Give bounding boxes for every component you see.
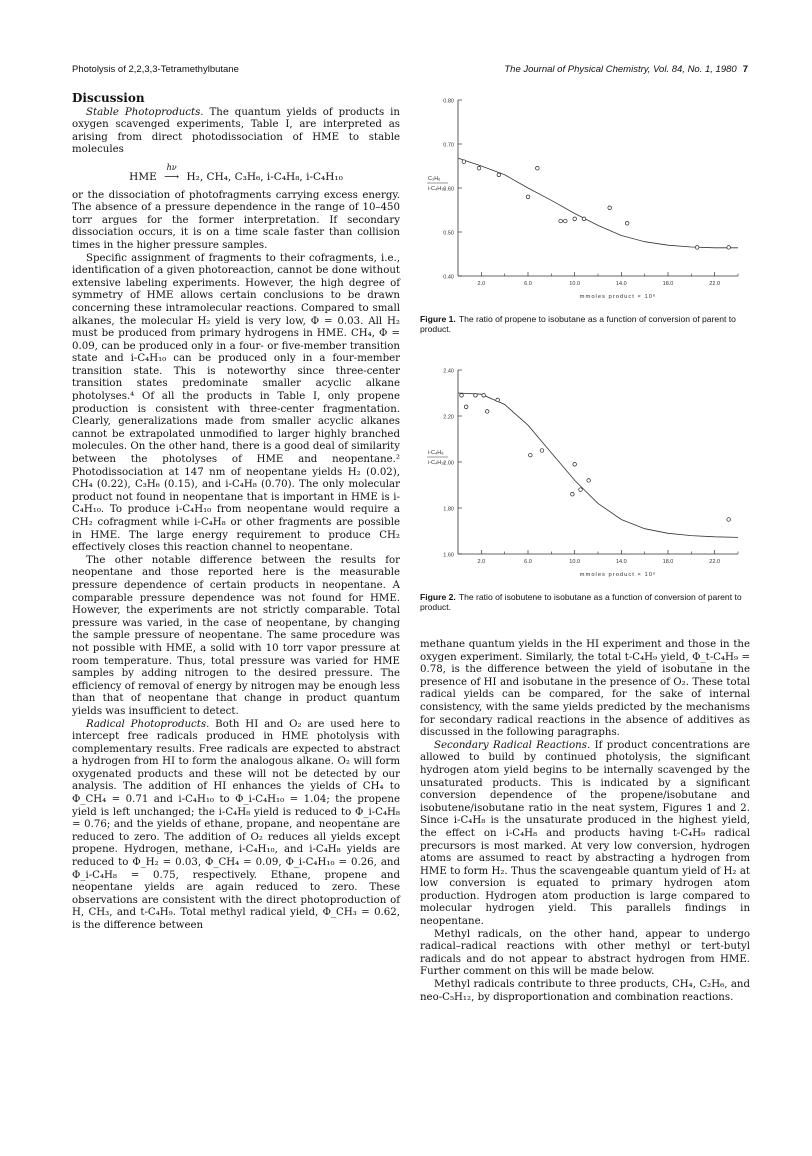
fit-curve <box>458 158 738 248</box>
data-point <box>464 405 468 409</box>
left-paragraph: Radical Photoproducts. Both HI and O₂ are used here to intercept free radicals produced in HME photolysis with complementary results. Free radicals are expected to abstract a hydrogen from HI to form the analogous alkane. O₂ will form oxygenated products and these will not be detected by our analysis. The addition of HI enhances the yields of CH₄ to Φ_CH₄ = 0.71 and i-C₄H₁₀ to Φ_i-C₄H₁₀ = 1.04; the propene yield is left unchanged; the i-C₄H₈ yield is reduced to Φ_i-C₄H₈ = 0.76; and the yields of ethane, propane, and neopentane are reduced to zero. The addition of O₂ reduces all yields except propene. Hydrogen, methane, i-C₄H₁₀, and i-C₄H₈ yields are reduced to Φ_H₂ = 0.03, Φ_CH₄ = 0.09, Φ_i-C₄H₁₀ = 0.26, and Φ_i-C₄H₈ = 0.75, respectively. Ethane, propene and neopentane yields are again reduced to zero. These observations are consistent with the direct photoproduction of H, CH₃, and t-C₄H₉. Total methyl radical yield, Φ_CH₃ = 0.62, is the difference between <box>72 718 400 931</box>
data-point <box>582 217 586 221</box>
data-point <box>587 479 591 483</box>
y-label-numerator: C₃H₆ <box>428 176 441 182</box>
right-paragraph: Methyl radicals contribute to three products, CH₄, C₂H₆, and neo-C₅H₁₂, by disproportionation and combination reactions. <box>420 979 750 1003</box>
x-tick-label: 6.0 <box>524 281 532 287</box>
data-point <box>579 488 583 492</box>
x-tick-label: 2.0 <box>477 559 486 565</box>
x-tick-label: 14.0 <box>615 281 627 287</box>
x-axis-label: mmoles product × 10⁶ <box>579 294 657 300</box>
data-point <box>477 166 481 170</box>
right-paragraph: Methyl radicals, on the other hand, appear to undergo radical–radical reactions with other methyl or tert-butyl radicals and do not appear to abstract hydrogen from HME. Further comment on this will be made below. <box>420 928 750 978</box>
data-point <box>497 173 501 177</box>
y-tick-label: 2.20 <box>443 414 454 421</box>
paragraph-heading: Stable Photoproducts. <box>86 106 204 118</box>
figure-2-caption: Figure 2. The ratio of isobutene to isobutane as a function of conversion of parent to product. <box>420 592 742 613</box>
y-tick-label: 0.70 <box>443 142 454 149</box>
x-tick-label: 18.0 <box>662 559 674 565</box>
data-point <box>485 410 489 414</box>
y-tick-label: 1.80 <box>443 506 454 513</box>
hv-label: hν <box>166 162 177 172</box>
y-tick-label: 0.80 <box>443 98 454 105</box>
section-title: Discussion <box>72 91 145 105</box>
data-point <box>571 492 575 496</box>
x-tick-label: 22.0 <box>709 281 721 287</box>
running-head <box>72 64 748 78</box>
reaction-equation: HME hν ⟶ H₂, CH₄, C₃H₆, i-C₄H₈, i-C₄H₁₀ <box>129 162 343 183</box>
right-paragraph: methane quantum yields in the HI experiment and those in the oxygen experiment. Similarly, the total t-C₄H₉ yield, Φ_t-C₄H₉ = 0.78, is the difference between the yield of isobutane in the presence of HI and isobutane in the presence of O₂. These total radical yields can be compared, for the sake of internal consistency, with the same yields predicted by the mechanisms for secondary radical reactions in the absence of additives as discussed in the following paragraphs. <box>420 639 750 739</box>
left-paragraph: or the dissociation of photofragments carrying excess energy. The absence of a pressure dependence in the range of 10–450 torr argues for the former interpretation. If secondary dissociation occurs, it is on a time scale faster than collision times in the higher pressure samples. <box>72 189 400 251</box>
x-tick-label: 10.0 <box>569 559 581 565</box>
paragraph-heading: Secondary Radical Reactions. <box>434 739 591 751</box>
y-tick-label: 0.50 <box>443 230 454 237</box>
y-label-denominator: i-C₄H₁₀ <box>428 186 446 192</box>
x-axis-label: mmoles product × 10⁶ <box>579 572 657 578</box>
data-point <box>536 166 540 170</box>
running-head-title: Photolysis of 2,2,3,3-Tetramethylbutane <box>72 64 239 75</box>
page-number: 7 <box>742 64 748 75</box>
data-point <box>608 206 612 210</box>
x-tick-label: 2.0 <box>477 281 486 287</box>
data-point <box>573 217 577 221</box>
data-point <box>496 398 500 402</box>
paragraph-heading: Radical Photoproducts. <box>86 718 210 730</box>
figure-1 <box>420 92 750 335</box>
data-point <box>462 160 466 164</box>
data-point <box>727 518 731 522</box>
y-tick-label: 2.40 <box>443 368 454 375</box>
left-column <box>72 92 400 933</box>
data-point <box>695 246 699 250</box>
right-column <box>420 639 750 1004</box>
y-label-numerator: i-C₄H₈ <box>428 450 444 456</box>
data-point <box>727 246 731 250</box>
data-point <box>625 221 629 225</box>
x-tick-label: 6.0 <box>524 559 532 565</box>
y-tick-label: 0.40 <box>443 274 454 281</box>
y-tick-label: 2.00 <box>443 460 454 467</box>
left-paragraph: The other notable difference between the results for neopentane and those reported here is the measurable pressure dependence of certain products in neopentane. A comparable pressure dependence was not found for HME. However, the experiments are not strictly comparable. Total pressure was varied, in the case of neopentane, by changing the sample pressure of neopentane. The same procedure was not possible with HME, a solid with 10 torr vapor pressure at room temperature. Thus, total pressure was varied for HME samples by adding nitrogen to the desired pressure. The efficiency of removal of energy by nitrogen may be enough less than that of neopentane that change in product quantum yields was insufficient to detect. <box>72 554 400 717</box>
x-tick-label: 22.0 <box>709 559 721 565</box>
data-point <box>564 219 568 223</box>
y-tick-label: 0.60 <box>443 186 454 193</box>
figure-2-chart <box>420 362 750 590</box>
right-paragraph: Secondary Radical Reactions. If product concentrations are allowed to build by continued photolysis, the significant hydrogen atom yield begins to be internally scavenged by the unsaturated products. This is indicated by a significant conversion dependence of the propene/isobutane and isobutene/isobutane ratio in the neat system, Figures 1 and 2. Since i-C₄H₈ is the unsaturate produced in the highest yield, the effect on i-C₄H₈ and products having t-C₄H₉ radical precursors is most marked. At very low conversion, hydrogen atoms are assumed to react by abstracting a hydrogen from HME to form H₂. Thus the scavengeable quantum yield of H₂ at low conversion is equated to primary hydrogen atom production. Hydrogen atom production is large compared to molecular hydrogen yield. This parallels findings in neopentane. <box>420 739 750 928</box>
y-label-denominator: i-C₄H₁₀ <box>428 460 446 466</box>
x-tick-label: 18.0 <box>662 281 674 287</box>
data-point <box>526 195 530 199</box>
figure-2 <box>420 362 750 613</box>
figure-1-chart <box>420 92 750 312</box>
left-paragraph: Stable Photoproducts. The quantum yields of products in oxygen scavenged experiments, Table I, are interpreted as arising from direct photodissociation of HME to stable molecules <box>72 106 400 156</box>
fit-curve <box>458 393 738 537</box>
data-point <box>482 394 486 398</box>
data-point <box>540 449 544 453</box>
data-point <box>529 453 533 457</box>
data-point <box>559 219 563 223</box>
data-point <box>460 394 464 398</box>
y-tick-label: 1.60 <box>443 552 454 559</box>
x-tick-label: 14.0 <box>615 559 627 565</box>
data-point <box>474 394 478 398</box>
running-head-journal: The Journal of Physical Chemistry, Vol. 84, No. 1, 1980 7 <box>504 64 748 75</box>
x-tick-label: 10.0 <box>569 281 581 287</box>
data-point <box>573 463 577 467</box>
figure-1-caption: Figure 1. The ratio of propene to isobutane as a function of conversion of parent to product. <box>420 314 736 335</box>
left-paragraph: Specific assignment of fragments to their cofragments, i.e., identification of a given photoreaction, cannot be done without extensive labeling experiments. However, the high degree of symmetry of HME allows certain conclusions to be drawn concerning these intramolecular reactions. Compared to small alkanes, the molecular H₂ yield is very low, Φ = 0.03. All H₂ must be produced from primary hydrogens in HME. CH₄, Φ = 0.09, can be produced only in a four- or five-member transition state and i-C₄H₁₀ can be produced only in a four-member transition state. This is noteworthy since three-center transition states predominate smaller acyclic alkane photolyses.⁴ Of all the products in Table I, only propene production is consistent with three-center fragmentation. Clearly, generalizations made from smaller acyclic alkanes cannot be extrapolated unmodified to larger highly branched molecules. On the other hand, there is a good deal of similarity between the photolyses of HME and neopentane.² Photodissociation at 147 nm of neopentane yields H₂ (0.02), CH₄ (0.22), C₃H₆ (0.15), and i-C₄H₈ (0.70). The only molecular product not found in neopentane that is important in HME is i-C₄H₁₀. To produce i-C₄H₁₀ from neopentane would require a CH₂ cofragment while i-C₄H₈ or other fragments are possible in HME. The large energy requirement to produce CH₂ effectively closes this reaction channel to neopentane. <box>72 252 400 554</box>
